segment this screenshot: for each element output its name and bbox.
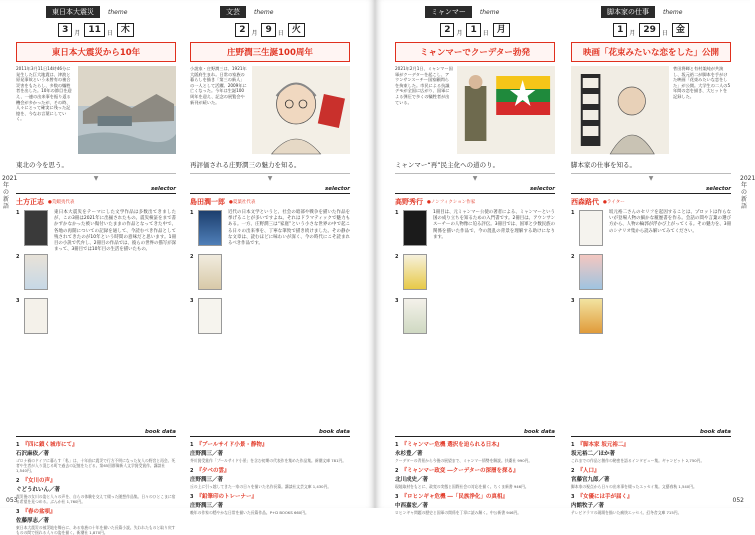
book-description: 東日本大震災の被災地を舞台に、ある家族の十年を描いた長篇小説。失われたものと取り戻すものの間で揺れる人々の姿を描く。新潮社 1,870円。	[16, 525, 176, 535]
book-data-item: 3 『春の盆唄』 佐藤厚志／著 東日本大震災の被災地を舞台に、ある家族の十年を描いた長篇小説。失われたものと取り戻すものの間で揺れる人々の姿を描く。新潮社 1,870円。	[16, 509, 176, 535]
headline: 庄野潤三生誕100周年	[190, 42, 350, 62]
category-header	[190, 6, 350, 18]
left-page	[0, 0, 375, 535]
book-cover-item: 3	[395, 298, 429, 334]
book-author: 石沢麻依／著	[16, 451, 50, 457]
side-label: 2021年の新語	[740, 175, 755, 210]
book-description: 現地取材をもとに、政変の実態と国際社会の対応を描く。ちくま新書 946円。	[395, 484, 529, 489]
selector-role: ●夏葉社代表	[229, 200, 256, 205]
date-day: 29	[639, 23, 660, 37]
book-data-item: 3 『ロヒンギャ危機 ―「民族浄化」の真相』 中西嘉宏／著 ロヒンギャ問題の歴史と国軍の関係を丁寧に読み解く。中公新書 946円。	[395, 492, 555, 515]
book-author: ぐどうれいん／著	[16, 487, 61, 493]
selector-role: ●ライター	[603, 200, 625, 205]
article-column	[571, 6, 731, 515]
book-cover	[403, 298, 427, 334]
category-tag: 脚本家の仕事	[601, 6, 655, 18]
selector-name: 西森路代	[571, 198, 599, 206]
book-data-list	[16, 440, 176, 535]
date-day: 1	[466, 23, 480, 37]
caption: 脚本家の仕事を知る。	[571, 160, 731, 174]
category-tag: 文芸	[220, 6, 246, 18]
arrow-down-icon: ▼	[93, 175, 99, 182]
feature-block	[395, 66, 555, 154]
feature-text: 2011年3月11日14時46分に発生した巨大地震は、津波と原発事故という未曾有の複合災害をもたらし、多数の犠牲者を出した。10年の節目を迎え、一連の出来事を振り返る機会が多かったが、その時、人々にとって確実に残った記憶を、今なお言葉にしていく。	[16, 66, 72, 122]
book-cover	[403, 210, 427, 246]
book-data-list	[571, 440, 731, 515]
book-title: 『ミャンマー危機 選択を迫られる日本』	[401, 442, 503, 448]
date-weekday: 火	[288, 23, 305, 37]
selector-label: selector	[395, 186, 555, 194]
date-row: 2 月 9 日 火	[190, 23, 350, 37]
book-cover-item: 3	[190, 298, 224, 334]
selector-role: ●荒蝦夷代表	[48, 200, 75, 205]
date-weekday: 金	[672, 23, 689, 37]
book-data-item: 1 『プールサイド小景・静物』 庄野潤三／著 芥川賞受賞作「プールサイド小景」を含む初期の代表作を集めた作品集。新潮文庫 781円。	[190, 440, 350, 463]
book-author: 内館牧子／著	[571, 503, 605, 509]
essay-text: 近代の日本文学というと、社会の暗部や戦争を描いた作品を挙げることが多いですよね。それはドラマティックで魅力もある。一方、庄野潤三は“家庭”という小さな世界の中で起こる日々の出来事を、丁寧な筆致で描き続けました。その静かな文章は、読むほどに味わいが深く、今の時代にこそ読まれるべき作品です。	[228, 210, 350, 247]
feature-block	[571, 66, 731, 154]
arrow-down-icon: ▼	[648, 175, 654, 182]
selector-info	[571, 197, 731, 207]
book-data-item: 1 『四に鎖く城市にて』 石沢麻依／著 ゴロナ禍のドイツに暮らす「私」は、十年前に震災で行方不明になった友人の野宮と再会。死者や生者が入り混じる町で過去の記憶をたどる。第65回群像新人文学賞受賞作。講談社 1,540円。	[16, 442, 176, 473]
arrow-down-icon: ▼	[472, 175, 478, 182]
feature-text: 菅田将暉と有村架純が共演し、坂元裕二が脚本を手がけた映画「花束みたいな恋をした」が公開。大学生の二人の5年間の恋を描き、大ヒットを記録した。	[673, 66, 731, 99]
selector-info	[190, 197, 350, 207]
selector-info	[16, 197, 176, 207]
book-title: 『春の盆唄』	[22, 509, 56, 515]
book-cover	[24, 298, 48, 334]
book-data-item: 1 『ミャンマー危機 選択を迫られる日本』 永杉豊／著 クーデターの背景から今後の展望まで、ミャンマー情勢を解説。扶桑社 990円。	[395, 440, 555, 463]
book-description: テレビドラマの現場を描いた痛快エッセイ。幻冬舎文庫 715円。	[571, 510, 682, 515]
book-data-list	[190, 440, 350, 515]
date-day: 9	[261, 23, 275, 37]
essay-row	[571, 210, 731, 425]
caption: 再評価される庄野潤三の魅力を知る。	[190, 160, 350, 174]
book-cover-item: 2	[571, 254, 605, 290]
date-row: 1 月 29 日 金	[571, 23, 731, 37]
book-data-item: 2 『人口』 宮藤官九郎／著 脚本家の視点から日々の出来事を綴ったエッセイ集。文藝春秋 1,540円。	[571, 466, 731, 489]
date-month: 1	[613, 23, 627, 37]
book-author: 庄野潤三／著	[190, 451, 224, 457]
feature-illustration	[78, 66, 176, 154]
book-cover-item: 2	[395, 254, 429, 290]
book-data-item: 2 『夕べの雲』 庄野潤三／著 丘の上に引っ越してきた一家の日々を描いた名作長篇。講談社文芸文庫 1,430円。	[190, 466, 350, 489]
book-cover	[198, 298, 222, 334]
book-data-item: 1 『脚本家 坂元裕二』 坂元裕二／ほか著 これまでの作品と創作の秘密を語るインタビュー集。ギャンビット 2,750円。	[571, 440, 731, 463]
book-author: 永杉豊／著	[395, 451, 423, 457]
book-description: ロヒンギャ問題の歴史と国軍の関係を丁寧に読み解く。中公新書 946円。	[395, 510, 522, 515]
selector-name: 高野秀行	[395, 198, 423, 206]
book-data-list	[395, 440, 555, 515]
selector-name: 島田潤一郎	[190, 198, 225, 206]
date-row: 2 月 1 日 月	[395, 23, 555, 37]
book-cover-item: 1	[16, 210, 50, 246]
book-cover	[579, 210, 603, 246]
book-title: 『プールサイド小景・静物』	[196, 442, 268, 448]
book-cover-item: 2	[190, 254, 224, 290]
book-title: 『人口』	[577, 468, 600, 474]
book-description: これまでの作品と創作の秘密を語るインタビュー集。ギャンビット 2,750円。	[571, 458, 705, 463]
date-weekday: 月	[493, 23, 510, 37]
book-cover-item: 1	[395, 210, 429, 246]
right-page	[375, 0, 755, 515]
theme-label: theme	[254, 8, 274, 16]
book-description: 丘の上に引っ越してきた一家の日々を描いた名作長篇。講談社文芸文庫 1,430円。	[190, 484, 332, 489]
page-number: 053	[6, 497, 18, 504]
book-author: 佐藤厚志／著	[16, 518, 50, 524]
article-column	[395, 6, 555, 515]
book-author: 坂元裕二／ほか著	[571, 451, 616, 457]
book-description: 芥川賞受賞作「プールサイド小景」を含む初期の代表作を集めた作品集。新潮文庫 781円。	[190, 458, 347, 463]
book-title: 『女優には手が届く』	[577, 494, 633, 500]
selector-label: selector	[16, 186, 176, 194]
book-description: 晩年の作家の穏やかな日常を描いた長篇作品。P+D BOOKS 660円。	[190, 510, 309, 515]
book-title: 『女川の声』	[22, 478, 56, 484]
book-author: 宮藤官九郎／著	[571, 477, 610, 483]
article-column	[16, 6, 176, 535]
book-description: 震災後の女川の姿と人々の声を、自らの体験を交えて綴った随想作品集。日々のひとこまに宿る希望を見つめる。ぶんか社 1,760円。	[16, 494, 176, 504]
selector-info	[395, 197, 555, 207]
book-cover-item: 3	[16, 298, 50, 334]
date-day: 11	[84, 23, 105, 37]
book-covers	[571, 210, 605, 425]
page-number: 052	[732, 497, 744, 504]
book-cover-item: 1	[190, 210, 224, 246]
selector-label: selector	[571, 186, 731, 194]
feature-illustration	[252, 66, 350, 154]
book-cover	[198, 254, 222, 290]
selector-name: 土方正志	[16, 198, 44, 206]
essay-row	[190, 210, 350, 425]
date-row: 3 月 11 日 木	[16, 23, 176, 37]
book-title: 『ミャンマー政変 ―クーデターの深層を探る』	[401, 468, 519, 474]
headline: ミャンマーでクーデター勃発	[395, 42, 555, 62]
caption: 東北の今を思う。	[16, 160, 176, 174]
book-data-label: book data	[190, 429, 350, 437]
caption: ミャンマー“再”民主化への道のり。	[395, 160, 555, 174]
book-data-item: 3 『鉛筆印のトレーナー』 庄野潤三／著 晩年の作家の穏やかな日常を描いた長篇作品。P+D BOOKS 660円。	[190, 492, 350, 515]
date-month: 2	[440, 23, 454, 37]
feature-text: 小説家・庄野潤三は、1921年大阪府生まれ。日常の家族の暮らしを描き「第三の新人」の一人として活躍。2009年に亡くなった。今年は生誕100周年を迎え、記念の展覧会や新刊が続いた。	[190, 66, 247, 105]
book-title: 『四に鎖く城市にて』	[22, 442, 78, 448]
arrow-down-icon: ▼	[267, 175, 273, 182]
book-title: 『脚本家 坂元裕二』	[577, 442, 629, 448]
book-author: 北川成史／著	[395, 477, 429, 483]
essay-row	[16, 210, 176, 425]
essay-text: 坂元裕二さんのセリフを起因することは、プロットは作らないが登場人物の細かな履歴書を作る。会話の間や言葉の選び方から、人物の輪郭が浮かび上がってくる。その魅力を、3冊のシナリオ集から読み解いてみてください。	[609, 210, 731, 234]
category-header	[571, 6, 731, 18]
essay-text: 東日本大震災をテーマにした文学作品は多数出てきましたが、この3冊は2021年に出揃されたもの。震災検証をまで書かずかなかった被い傷付いたままの作品となってきた中で、各地の再開についての記録を通して、今読むべき作品として残されてきたのが10年という時間の意味だと思います。1冊目の小説で代弁し、2冊目の作品では、彼らの世界の描写が深まって、3冊目では10年目の生活を描いたもの。	[54, 210, 176, 253]
feature-text: 2021年2月1日、ミャンマー国軍がクーデターを起こし、アウンサンスーチー国家顧問らを拘束した。市民による抗議デモが全国に広がり、国軍による弾圧で多くの犠牲者が出ている。	[395, 66, 453, 105]
book-data-item: 3 『女優には手が届く』 内館牧子／著 テレビドラマの現場を描いた痛快エッセイ。幻冬舎文庫 715円。	[571, 492, 731, 515]
side-label: 2021年の新語	[2, 175, 18, 210]
feature-illustration	[457, 66, 555, 154]
feature-illustration	[571, 66, 669, 154]
headline: 映画「花束みたいな恋をした」公開	[571, 42, 731, 62]
category-tag: ミャンマー	[425, 6, 472, 18]
book-cover	[403, 254, 427, 290]
book-author: 庄野潤三／著	[190, 503, 224, 509]
theme-label: theme	[479, 8, 500, 16]
book-description: 脚本家の視点から日々の出来事を綴ったエッセイ集。文藝春秋 1,540円。	[571, 484, 697, 489]
selector-role: ●ノンフィクション作家	[427, 200, 476, 205]
book-cover-item: 1	[571, 210, 605, 246]
book-covers	[395, 210, 429, 425]
book-description: クーデターの背景から今後の展望まで、ミャンマー情勢を解説。扶桑社 990円。	[395, 458, 533, 463]
book-description: ゴロナ禍のドイツに暮らす「私」は、十年前に震災で行方不明になった友人の野宮と再会。死者や生者が入り混じる町で過去の記憶をたどる。第65回群像新人文学賞受賞作。講談社 1,540円。	[16, 458, 176, 473]
book-title: 『ロヒンギャ危機 ―「民族浄化」の真相』	[401, 494, 508, 500]
category-header	[16, 6, 176, 18]
book-covers	[16, 210, 50, 425]
book-data-label: book data	[571, 429, 731, 437]
category-header	[395, 6, 555, 18]
book-cover-item: 2	[16, 254, 50, 290]
book-data-label: book data	[395, 429, 555, 437]
book-cover	[24, 210, 48, 246]
essay-row	[395, 210, 555, 425]
essay-text: 1冊目は、元ミャンマー公使の著者による、ミャンマーという国の成り立ちを知るための入門書です。2冊目は、アウンサンスーチーの人物像に迫る評伝。3冊目では、国軍と少数民族の関係を描いた作品で、今の混乱の背景を理解する助けになります。	[433, 210, 555, 240]
article-column	[190, 6, 350, 515]
book-title: 『夕べの雲』	[196, 468, 230, 474]
book-data-item: 2 『女川の声』 ぐどうれいん／著 震災後の女川の姿と人々の声を、自らの体験を交えて綴った随想作品集。日々のひとこまに宿る希望を見つめる。ぶんか社 1,760円。	[16, 478, 176, 504]
date-month: 3	[58, 23, 72, 37]
category-tag: 東日本大震災	[46, 6, 100, 18]
feature-block	[190, 66, 350, 154]
theme-label: theme	[108, 8, 128, 16]
selector-label: selector	[190, 186, 350, 194]
book-cover	[579, 298, 603, 334]
theme-label: theme	[663, 8, 683, 16]
book-cover	[579, 254, 603, 290]
book-data-item: 2 『ミャンマー政変 ―クーデターの深層を探る』 北川成史／著 現地取材をもとに、政変の実態と国際社会の対応を描く。ちくま新書 946円。	[395, 466, 555, 489]
book-data-label: book data	[16, 429, 176, 437]
feature-block	[16, 66, 176, 154]
date-month: 2	[235, 23, 249, 37]
headline: 東日本大震災から10年	[16, 42, 176, 62]
book-covers	[190, 210, 224, 425]
book-title: 『鉛筆印のトレーナー』	[196, 494, 257, 500]
book-cover-item: 3	[571, 298, 605, 334]
book-cover	[198, 210, 222, 246]
book-cover	[24, 254, 48, 290]
book-author: 庄野潤三／著	[190, 477, 224, 483]
book-author: 中西嘉宏／著	[395, 503, 429, 509]
date-weekday: 木	[117, 23, 134, 37]
